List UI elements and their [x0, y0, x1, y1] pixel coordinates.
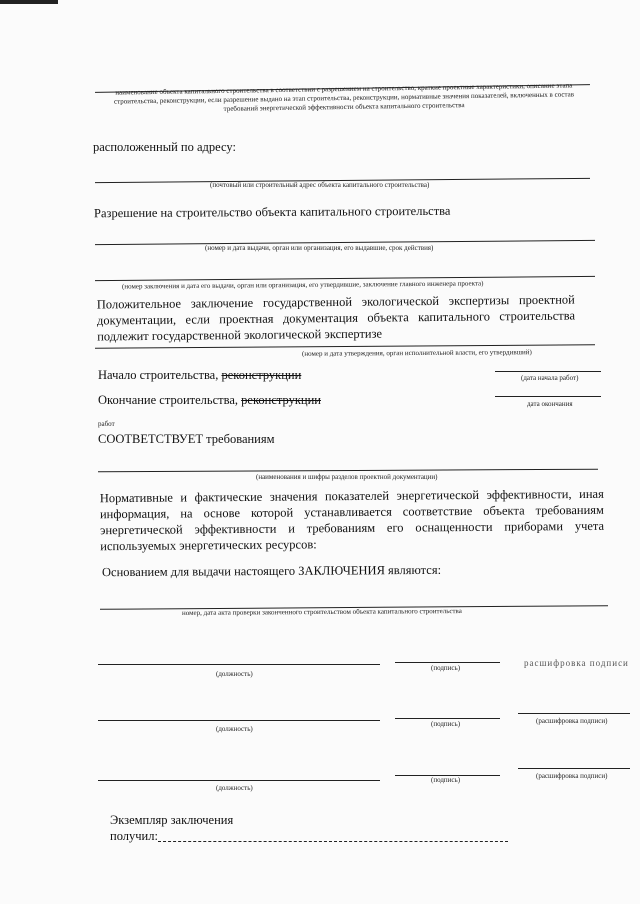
- basis-label: Основанием для выдачи настоящего ЗАКЛЮЧЕНИЯ являются:: [101, 562, 442, 580]
- start-label-prefix: Начало строительства,: [98, 368, 222, 382]
- signature-caption-1: (подпись): [431, 664, 461, 672]
- signature-caption-3: (подпись): [431, 776, 461, 784]
- scan-edge-mark: [0, 0, 58, 4]
- copy-received-label-2: получил:: [110, 829, 158, 843]
- sections-line[interactable]: [98, 469, 598, 473]
- permit-caption: (номер и дата выдачи, орган или организация, его выдавшие, срок действия): [205, 244, 434, 252]
- decoding-caption-3: (расшифровка подписи): [536, 772, 608, 780]
- permit-label: Разрешение на строительство объекта капитального строительства: [93, 203, 451, 221]
- energy-text: Нормативные и фактические значения показателей энергетической эффективности, иная информация, на основе которой устанавливается соответствие объекта требованиям энергетической эффективности и требованиям его оснащенности приборами учета используемых энергетических ресурсов:: [99, 486, 605, 554]
- position-caption-2: (должность): [216, 725, 253, 733]
- eco-expertise-text: Положительное заключение государственной экологической экспертизы проектной документации, если проектная документация объекта капитального строительства подлежит государственной экологической экспертизе: [96, 292, 576, 344]
- position-line-2[interactable]: [98, 720, 380, 721]
- position-line-1[interactable]: [98, 664, 380, 665]
- decoding-caption-2: (расшифровка подписи): [536, 717, 608, 725]
- position-caption-3: (должность): [216, 784, 253, 792]
- conforms-label: СООТВЕТСТВУЕТ требованиям: [98, 432, 275, 446]
- signature-line-2[interactable]: [395, 718, 500, 719]
- signature-caption-2: (подпись): [431, 720, 461, 728]
- inspection-act-caption: номер, дата акта проверки законченного строительством объекта капитального строительства: [181, 607, 462, 617]
- copy-received-label-1: Экземпляр заключения: [110, 813, 234, 827]
- eco-expertise-caption: (номер и дата утверждения, орган исполнительной власти, его утвердивший): [301, 348, 532, 358]
- start-date-caption: (дата начала работ): [521, 374, 579, 382]
- start-label: [98, 367, 301, 383]
- decoding-line-3[interactable]: [518, 768, 630, 769]
- located-at-label: расположенный по адресу:: [93, 140, 236, 154]
- start-date-line[interactable]: [495, 371, 601, 372]
- end-date-line[interactable]: [495, 396, 601, 397]
- position-line-3[interactable]: [98, 780, 380, 781]
- end-date-caption: дата окончания: [527, 400, 573, 408]
- sections-caption: (наименования и шифры разделов проектной документации): [256, 473, 438, 481]
- end-label-prefix: Окончание строительства,: [98, 393, 242, 407]
- object-name-caption: наименование объекта капитального строительства в соответствии с разрешением на строительство, краткие проектные характеристики, описание этапа строительства, реконструкции, если разрешение выдано на этап строительства, реконструкции, нормативные значения показателей, включенных в состав требований энергетической эффективности объекта капитального строительства: [113, 81, 575, 113]
- position-caption-1: (должность): [216, 670, 253, 678]
- start-label-struck: реконструкции: [221, 368, 302, 382]
- expertise-caption: (номер заключения и дата его выдачи, орган или организация, его утвердившие, заключение главного инженера проекта): [121, 279, 484, 291]
- signature-line-1[interactable]: [395, 662, 500, 663]
- end-label-struck: реконструкции: [241, 393, 321, 407]
- copy-received-line[interactable]: [158, 841, 508, 842]
- address-caption: (почтовый или строительный адрес объекта капитального строительства): [210, 181, 430, 189]
- end-label: [98, 392, 321, 408]
- end-date-caption-works: работ: [98, 420, 115, 428]
- decoding-line-2[interactable]: [518, 713, 630, 714]
- decoding-stamp-1: расшифровка подписи: [524, 658, 629, 668]
